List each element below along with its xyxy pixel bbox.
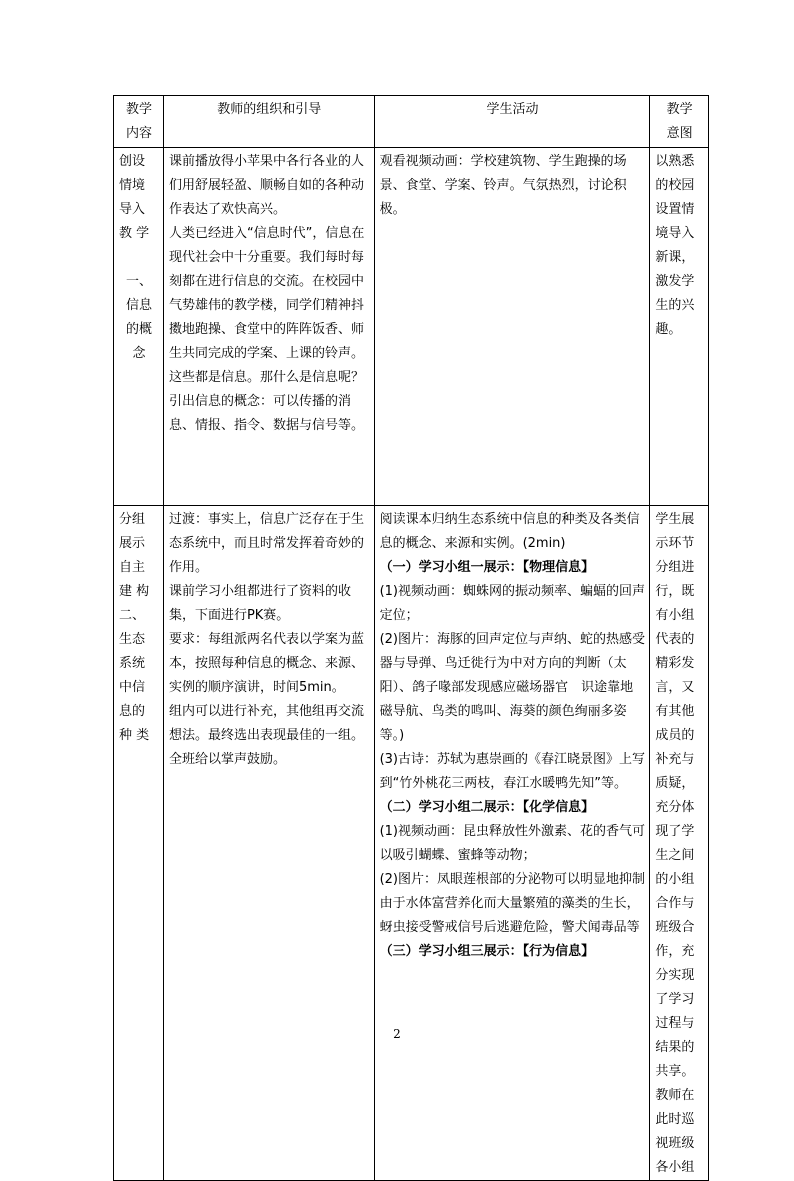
- row2-student-cell: [374, 506, 650, 1181]
- group1-title: （一）学习小组一展示：【物理信息】: [379, 560, 595, 575]
- group2-item: (2)图片：凤眼莲根部的分泌物可以明显地抑制由于水体富营养化而大量繁殖的藻类的生长，蚜虫接受警戒信号后逃避危险，警犬闻毒品等: [379, 872, 645, 935]
- row2-teacher-cell: [163, 506, 374, 1181]
- table-header-row: [114, 96, 709, 148]
- teacher-paragraph: 人类已经进入“信息时代”，信息在现代社会中十分重要。我们每时每刻都在进行信息的交流。在校园中气势雄伟的教学楼，同学们精神抖擞地跑操、食堂中的阵阵饭香、师生共同完成的学案、上课的铃声。这些都是信息。那什么是信息呢？: [168, 226, 365, 385]
- student-intro: 阅读课本归纳生态系统中信息的种类及各类信息的概念、来源和实例。(2min): [379, 512, 640, 551]
- group1-item: (3)古诗：苏轼为惠崇画的《春江晓景图》上写到“竹外桃花三两枝，春江水暖鸭先知”等。: [379, 752, 645, 791]
- lesson-plan-table: [113, 95, 709, 1181]
- page-number: 2: [393, 1027, 401, 1041]
- group1-item: (2)图片：海豚的回声定位与声纳、蛇的热感受器与导弹、鸟迁徙行为中对方向的判断（太阳）、鸽子喙部发现感应磁场器官 识途靠地磁导航、鸟类的鸣叫、海葵的颜色绚丽多姿等。): [379, 632, 645, 743]
- row1-teacher-cell: [163, 148, 374, 506]
- teacher-paragraph: 过渡：事实上，信息广泛存在于生态系统中，而且时常发挥着奇妙的作用。: [168, 512, 364, 575]
- group3-title: （三）学习小组三展示：【行为信息】: [379, 944, 595, 959]
- group2-title: （二）学习小组二展示：【化学信息】: [379, 800, 595, 815]
- intent-text: 以熟悉的校园设置情境导入新课，激发学生的兴趣。: [655, 154, 695, 337]
- header-teacher: 教师的组织和引导: [163, 96, 374, 148]
- group1-item: (1)视频动画：蜘蛛网的振动频率、蝙蝠的回声定位；: [379, 584, 645, 623]
- row1-intent-cell: [650, 148, 709, 506]
- teacher-paragraph: 组内可以进行补充，其他组再交流想法。最终选出表现最佳的一组。全班给以掌声鼓励。: [168, 704, 364, 767]
- header-content: 教学 内容: [114, 96, 164, 148]
- row1-student-cell: [374, 148, 650, 506]
- teacher-paragraph: 引出信息的概念：可以传播的消息、情报、指令、数据与信号等。: [168, 394, 364, 433]
- row2-intent-cell: [650, 506, 709, 1181]
- header-intent: 教学 意图: [650, 96, 709, 148]
- row2-content-cell: 分组 展示 自主 建 构 二、 生态 系统 中信 息的 种 类: [114, 506, 164, 1181]
- student-paragraph: 观看视频动画：学校建筑物、学生跑操的场景、食堂、学案、铃声。气氛热烈，讨论积极。: [379, 154, 627, 217]
- table-row: [114, 148, 709, 506]
- teacher-paragraph: 课前学习小组都进行了资料的收集，下面进行PK赛。: [168, 584, 351, 623]
- group2-item: (1)视频动画：昆虫释放性外激素、花的香气可以吸引蝴蝶、蜜蜂等动物；: [379, 824, 645, 863]
- intent-text: 学生展示环节分组进行，既有小组代表的精彩发言，又有其他成员的补充与质疑，充分体现了学生之间的小组合作与班级合作，充分实现了学习过程与结果的共享。教师在此时巡视班级各小组: [655, 512, 695, 1175]
- row1-content-cell: 创设 情境 导入 教 学 一、 信息 的概 念: [114, 148, 164, 506]
- teacher-paragraph: 要求：每组派两名代表以学案为蓝本，按照每种信息的概念、来源、实例的顺序演讲，时间5min。: [168, 632, 364, 695]
- table-row: [114, 506, 709, 1181]
- teacher-paragraph: 课前播放得小苹果中各行各业的人们用舒展轻盈、顺畅自如的各种动作表达了欢快高兴。: [168, 154, 364, 217]
- header-student: 学生活动: [374, 96, 650, 148]
